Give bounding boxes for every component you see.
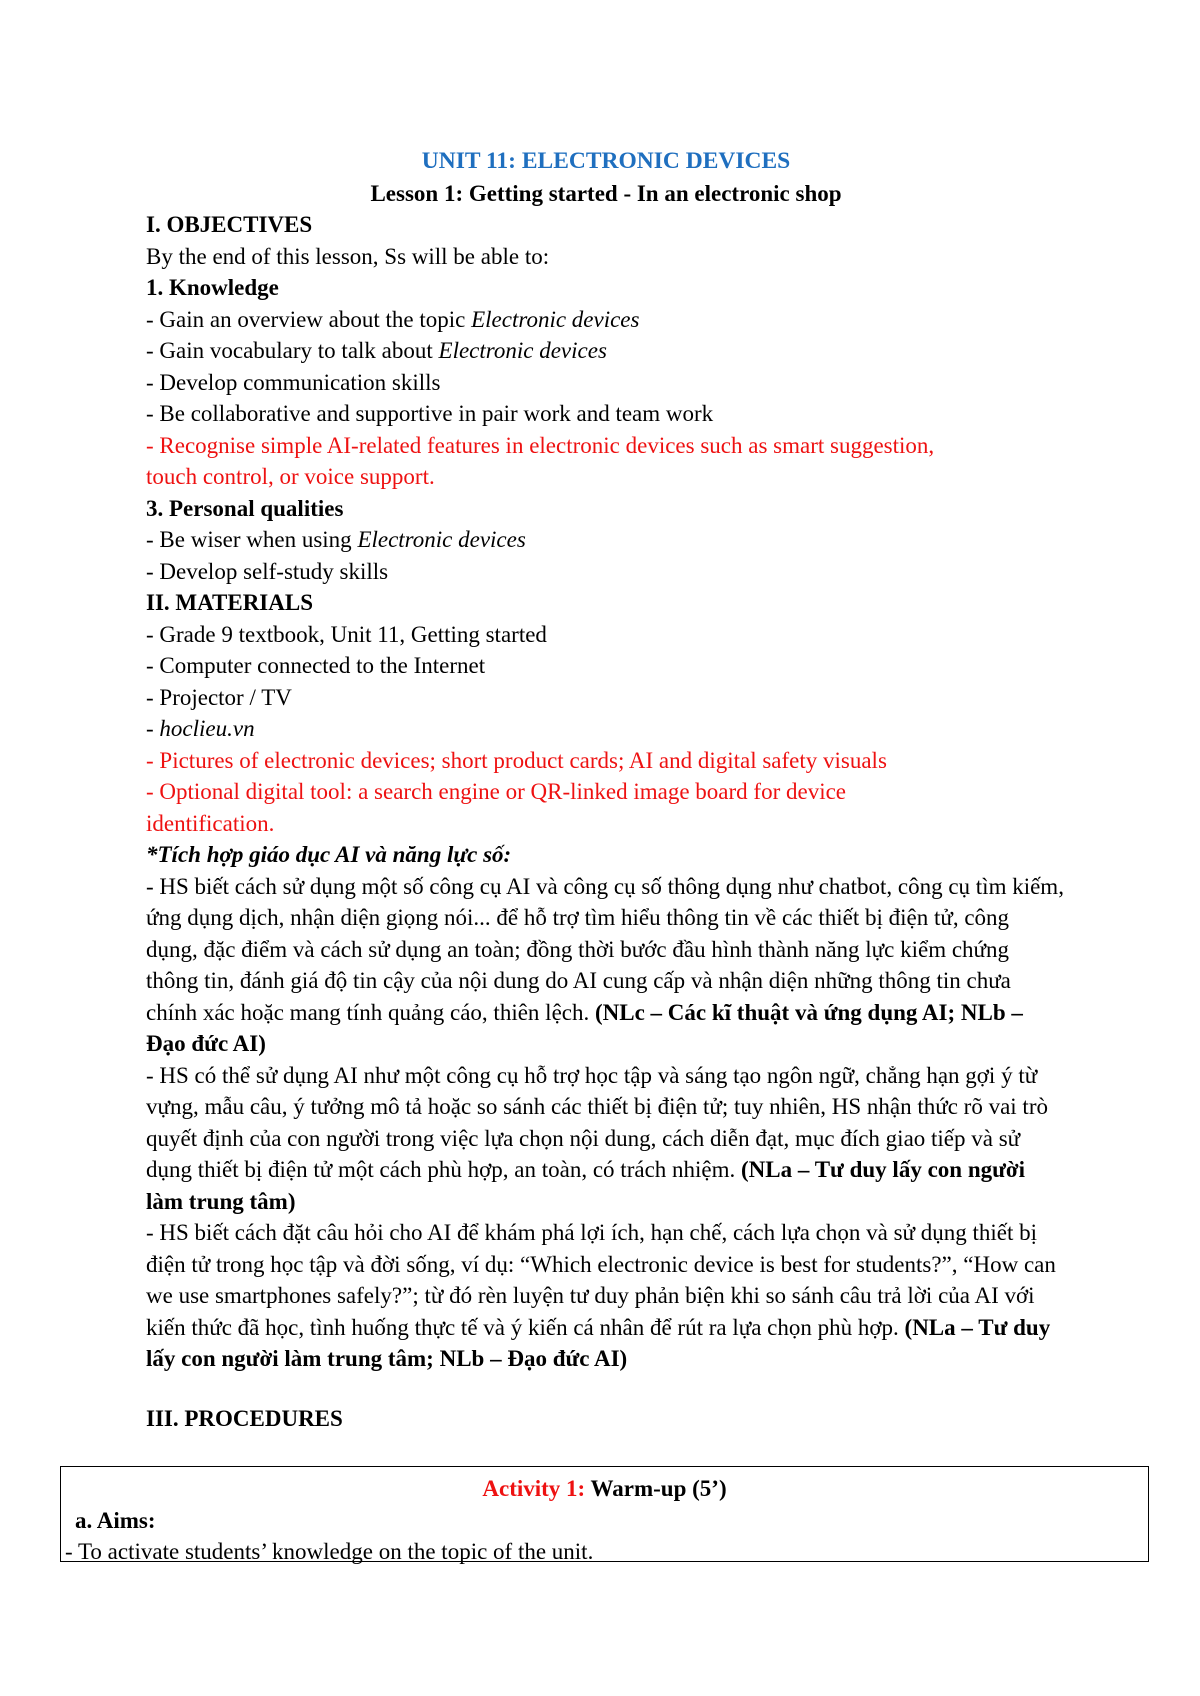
quality-item: - Develop self-study skills — [146, 558, 389, 584]
objectives-heading: I. OBJECTIVES — [146, 212, 313, 237]
activity-table — [60, 1466, 1149, 1562]
knowledge-item-ai: - Recognise simple AI-related features in electronic devices such as smart suggestion, — [146, 432, 935, 458]
knowledge-heading: 1. Knowledge — [146, 275, 279, 300]
unit-title: UNIT 11: ELECTRONIC DEVICES — [421, 148, 791, 174]
material-item: - Grade 9 textbook, Unit 11, Getting started — [146, 621, 547, 647]
knowledge-item: - Develop communication skills — [146, 369, 441, 395]
competency-code: (NLc – Các kĩ thuật và ứng dụng AI; NLb – Đạo đức AI) — [146, 999, 1023, 1056]
topic-italic: Electronic devices — [357, 527, 526, 552]
material-item-visuals: - Pictures of electronic devices; short product cards; AI and digital safety visuals — [146, 747, 887, 773]
quality-item — [146, 524, 1066, 556]
knowledge-item: - Be collaborative and supportive in pair work and team work — [146, 401, 714, 426]
lesson-title: Lesson 1: Getting started - In an electronic shop — [370, 180, 842, 206]
ai-integration-heading: *Tích hợp giáo dục AI và năng lực số: — [146, 842, 512, 867]
activity-name: Warm-up (5’) — [585, 1476, 727, 1501]
paragraph-text: - HS biết cách đặt câu hỏi cho AI để khám phá lợi ích, hạn chế, cách lựa chọn và sử dụng thiết bị điện tử trong học tập và đời sống, ví dụ: “Which electronic device is best for students?”, “How can we use smartphones safely?”; từ đó rèn luyện tư duy phản biện khi so sánh câu trả lời của AI với kiến thức đã học, tình huống thực tế và ý kiến cá nhân để rút ra lựa chọn phù hợp. — [146, 1220, 1056, 1340]
paragraph-text: - HS có thể sử dụng AI như một công cụ hỗ trợ học tập và sáng tạo ngôn ngữ, chẳng hạn gợi ý từ vựng, mẫu câu, ý tưởng mô tả hoặc so sánh các thiết bị điện tử; tuy nhiên, HS nhận thức rõ vai trò quyết định của con người trong việc lựa chọn nội dung, cách diễn đạt, mục đích giao tiếp và sử dụng thiết bị điện tử một cách phù hợp, an toàn, có trách nhiệm. — [146, 1062, 1048, 1182]
topic-italic: Electronic devices — [438, 338, 607, 363]
quality-item-text: - Be wiser when using — [146, 527, 358, 552]
personal-qualities-heading: 3. Personal qualities — [146, 495, 344, 521]
material-item-text: - — [146, 716, 160, 741]
competency-code: (NLa – Tư duy lấy con người làm trung tâm; NLb – Đạo đức AI) — [146, 1314, 1051, 1371]
lesson-plan-content — [146, 146, 1066, 1434]
objectives-intro: By the end of this lesson, Ss will be able to: — [146, 243, 550, 269]
ai-integration-paragraph — [146, 871, 1066, 1060]
material-item: - Projector / TV — [146, 684, 292, 710]
knowledge-item-text: - Gain vocabulary to talk about — [146, 338, 439, 363]
knowledge-item — [146, 304, 1066, 336]
competency-code: (NLa – Tư duy lấy con người làm trung tâm) — [146, 1157, 1026, 1214]
material-item-digital-tool: - Optional digital tool: a search engine or QR-linked image board for device — [146, 779, 846, 804]
activity-title — [61, 1473, 1148, 1505]
topic-italic: Electronic devices — [471, 306, 640, 332]
knowledge-item-text: - Gain an overview about the topic — [146, 306, 472, 332]
materials-heading: II. MATERIALS — [146, 590, 313, 615]
material-item: - Computer connected to the Internet — [146, 653, 486, 678]
website-name: hoclieu.vn — [159, 716, 255, 741]
ai-integration-paragraph — [146, 1217, 1066, 1375]
material-item — [146, 713, 1066, 745]
aims-heading: a. Aims: — [75, 1507, 156, 1533]
knowledge-item-ai-continued: touch control, or voice support. — [146, 464, 435, 489]
ai-integration-paragraph — [146, 1060, 1066, 1218]
procedures-heading: III. PROCEDURES — [146, 1405, 343, 1431]
aims-item: - To activate students’ knowledge on the topic of the unit. — [65, 1539, 594, 1564]
spacer — [146, 1375, 1066, 1403]
activity-label: Activity 1: — [482, 1476, 586, 1501]
paragraph-text: - HS biết cách sử dụng một số công cụ AI và công cụ số thông dụng như chatbot, công cụ tìm kiếm, ứng dụng dịch, nhận diện giọng nói... để hỗ trợ tìm hiểu thông tin về các thiết bị điện tử, công dụng, đặc điểm và cách sử dụng an toàn; đồng thời bước đầu hình thành năng lực kiểm chứng thông tin, đánh giá độ tin cậy của nội dung do AI cung cấp và nhận diện những thông tin chưa chính xác hoặc mang tính quảng cáo, thiên lệch. — [146, 873, 1064, 1025]
knowledge-item — [146, 335, 1066, 367]
material-item-digital-tool-continued: identification. — [146, 810, 275, 836]
